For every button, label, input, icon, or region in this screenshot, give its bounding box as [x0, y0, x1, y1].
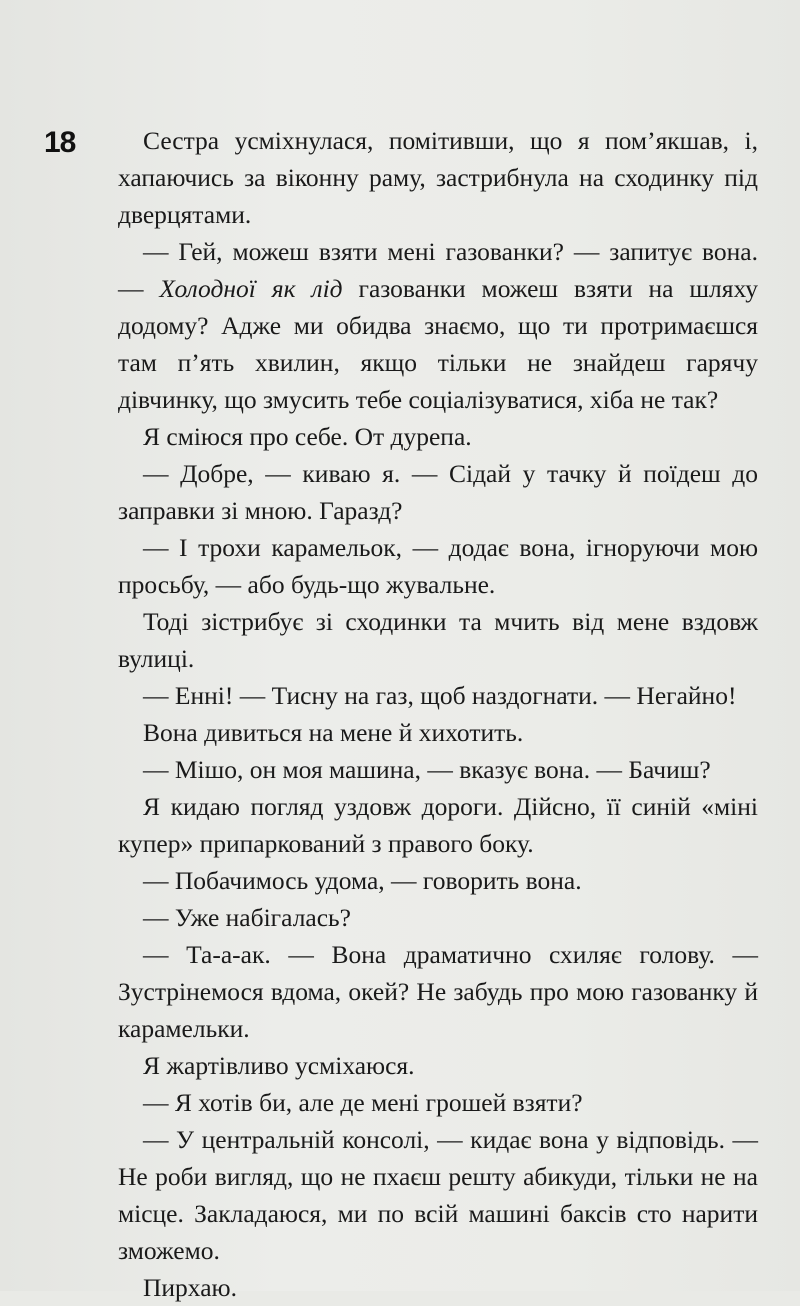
body-text — [118, 122, 758, 1306]
paragraph — [118, 233, 758, 418]
page-number: 18 — [44, 126, 76, 159]
paragraph: — Енні! — Тисну на газ, щоб наздогнати. — Негайно! — [143, 681, 737, 710]
paragraph-text: — Гей, можеш взяти мені газованки? — запитує вона. — — [118, 237, 758, 303]
paragraph: — Мішо, он моя машина, — вказує вона. — Бачиш? — [143, 755, 711, 784]
paragraph: Я жартівливо усміхаюся. — [143, 1051, 415, 1080]
paragraph: — Уже набігалась? — [143, 903, 351, 932]
paragraph: Вона дивиться на мене й хихотить. — [143, 718, 524, 747]
italic-phrase: Холодної як лід — [159, 274, 343, 303]
paragraph: Сестра усміхнулася, помітивши, що я пом’якшав, і, хапаючись за віконну раму, застрибнула на сходинку під дверцятами. — [118, 126, 758, 229]
paragraph: Тоді зістрибує зі сходинки та мчить від мене вздовж вулиці. — [118, 607, 758, 673]
paragraph: — Добре, — киваю я. — Сідай у тачку й поїдеш до заправки зі мною. Гаразд? — [118, 459, 758, 525]
paragraph: — І трохи карамельок, — додає вона, ігноруючи мою просьбу, — або будь-що жувальне. — [118, 533, 758, 599]
paragraph-text: газованки можеш взяти на шляху додому? Адже ми обидва знаємо, що ти протримаєшся там п’ять хвилин, якщо тільки не знайдеш гарячу дівчинку, що змусить тебе соціалізуватися, хіба не так? — [118, 274, 759, 414]
paragraph: Я сміюся про себе. От дурепа. — [143, 422, 472, 451]
paragraph: Я кидаю погляд уздовж дороги. Дійсно, її синій «міні купер» припаркований з правого боку. — [118, 792, 758, 858]
paragraph: — Та-а-ак. — Вона драматично схиляє голову. — Зустрінемося вдома, окей? Не забудь про мою газованку й карамельки. — [118, 940, 758, 1043]
paragraph: — Побачимось удома, — говорить вона. — [143, 866, 582, 895]
paragraph: Пирхаю. — [143, 1273, 237, 1302]
paragraph: — Я хотів би, але де мені грошей взяти? — [143, 1088, 583, 1117]
paragraph: — У центральній консолі, — кидає вона у відповідь. — Не роби вигляд, що не пхаєш решту абикуди, тільки не на місце. Закладаюся, ми по всій машині баксів сто нарити зможемо. — [118, 1125, 758, 1265]
